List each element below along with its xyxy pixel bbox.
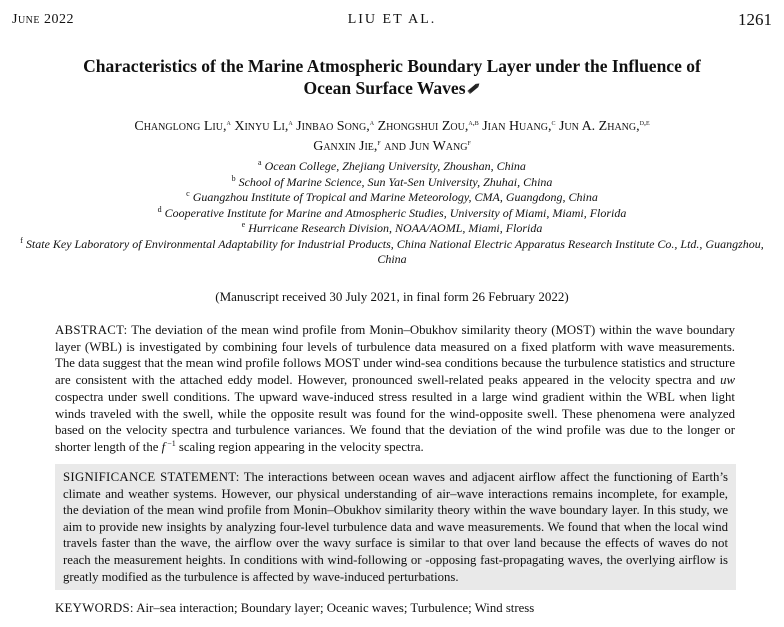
- author-name: Xinyu Li,: [234, 119, 289, 134]
- author-affil-sup: a,b: [468, 118, 479, 127]
- pencil-icon[interactable]: [467, 78, 481, 92]
- title-line-2: Ocean Surface Waves: [303, 78, 466, 98]
- title-line-1: Characteristics of the Marine Atmospheric Boundary Layer under the Influence of: [83, 56, 701, 76]
- affiliation-item: [10, 190, 774, 206]
- keywords-text: Air–sea interaction; Boundary layer; Oceanic waves; Turbulence; Wind stress: [133, 601, 535, 615]
- affiliation-text: School of Marine Science, Sun Yat-Sen University, Zhuhai, China: [238, 174, 553, 189]
- keywords: [55, 601, 755, 616]
- abstract: [55, 322, 735, 456]
- significance-text: The interactions between ocean waves and adjacent airflow affect the functioning of Earth’s climate and weather systems. However, our physical understanding of air–wave interactions remains incomplete, for example, the deviation of the mean wind profile from Monin–Obukhov similarity theory within the wave boundary layer. In this study, we aim to provide new insights by analyzing four-level turbulence data and wave measurements. We found that when the local wind travels faster than the wave, the airflow over the wavy surface is similar to that over land because the effects of waves do not reach the measurement heights. In conditions with wind-following or -opposing fast-propagating waves, the overlying airflow is greatly modified as the turbulence is affected by wave-induced perturbations.: [63, 470, 728, 584]
- affiliation-sup: d: [157, 204, 162, 214]
- affiliation-text: State Key Laboratory of Environmental Adaptability for Industrial Products, China National Electric Apparatus Research Institute Co., Ltd., Guangzhou, China: [25, 236, 764, 266]
- significance-label: SIGNIFICANCE STATEMENT:: [63, 470, 240, 484]
- affiliation-item: [10, 206, 774, 222]
- affiliation-text: Hurricane Research Division, NOAA/AOML, Miami, Florida: [248, 221, 543, 235]
- author-name: Jun A. Zhang,: [558, 119, 640, 134]
- affiliation-text: Cooperative Institute for Marine and Atmospheric Studies, University of Miami, Miami, Florida: [164, 205, 627, 220]
- author-affil-sup: f: [467, 138, 471, 147]
- paper-title: [40, 55, 744, 99]
- header-running-title: LIU ET AL.: [347, 12, 437, 27]
- affiliation-text: Ocean College, Zhejiang University, Zhoushan, China: [264, 159, 526, 173]
- header-date: June 2022: [12, 12, 74, 27]
- affiliation-sup: b: [231, 173, 236, 183]
- affiliation-list: [10, 159, 774, 268]
- author-affil-sup: d,e: [639, 118, 650, 127]
- affiliation-item: [10, 175, 774, 191]
- author-name: Jinbao Song,: [296, 119, 370, 134]
- author-affil-sup: c: [551, 118, 556, 127]
- abstract-label: ABSTRACT:: [55, 323, 128, 337]
- affiliation-sup: c: [186, 189, 190, 198]
- affiliation-item: [10, 221, 774, 237]
- author-affil-sup: f: [377, 138, 381, 147]
- abstract-exponent: −1: [165, 438, 176, 448]
- abstract-text: cospectra under swell conditions. The upward wave-induced stress resulted in a large wind gradient within the WBL when light winds traveled with the swell, while the opposite result was found for the wind-opposite swell. These phenomena were analyzed based on the velocity spectra and turbulence variances. We found that the deviation of the wind profile was due to the longer or shorter length of the: [55, 389, 735, 454]
- affiliation-item: [10, 159, 774, 175]
- author-name: Jian Huang,: [482, 119, 552, 134]
- author-affil-sup: a: [288, 118, 293, 127]
- affiliation-sup: e: [241, 220, 246, 229]
- abstract-uw: uw: [720, 373, 735, 388]
- page-header: [12, 12, 772, 32]
- author-name: Ganxin Jie,: [313, 139, 378, 154]
- affiliation-item: [10, 237, 774, 268]
- affiliation-sup: a: [258, 158, 262, 167]
- abstract-f: f: [161, 439, 166, 454]
- author-name: Zhongshui Zou,: [377, 119, 469, 134]
- affiliation-sup: f: [20, 235, 23, 245]
- abstract-text: The deviation of the mean wind profile from Monin–Obukhov similarity theory (MOST) within the wave boundary layer (WBL) is investigated by combining four levels of turbulence data measured on a fixed platform with wave measurements. The data suggest that the mean wind profile follows MOST under wind-sea conditions because the turbulence statistics and structure are consistent with the attached eddy model. However, pronounced swell-related peaks appeared in the velocity spectra and: [55, 323, 735, 388]
- manuscript-dates: (Manuscript received 30 July 2021, in final form 26 February 2022): [215, 289, 569, 304]
- affiliation-text: Guangzhou Institute of Tropical and Marine Meteorology, CMA, Guangdong, China: [192, 190, 598, 204]
- abstract-text: scaling region appearing in the velocity spectra.: [175, 439, 424, 454]
- header-page-number: 1261: [738, 10, 772, 29]
- author-affil-sup: a: [369, 118, 375, 127]
- keywords-label: KEYWORDS:: [55, 601, 134, 615]
- author-list: [30, 117, 754, 157]
- author-name: and Jun Wang: [384, 139, 468, 154]
- significance-statement: [55, 464, 736, 590]
- author-name: Changlong Liu,: [134, 119, 227, 134]
- author-affil-sup: a: [226, 118, 231, 127]
